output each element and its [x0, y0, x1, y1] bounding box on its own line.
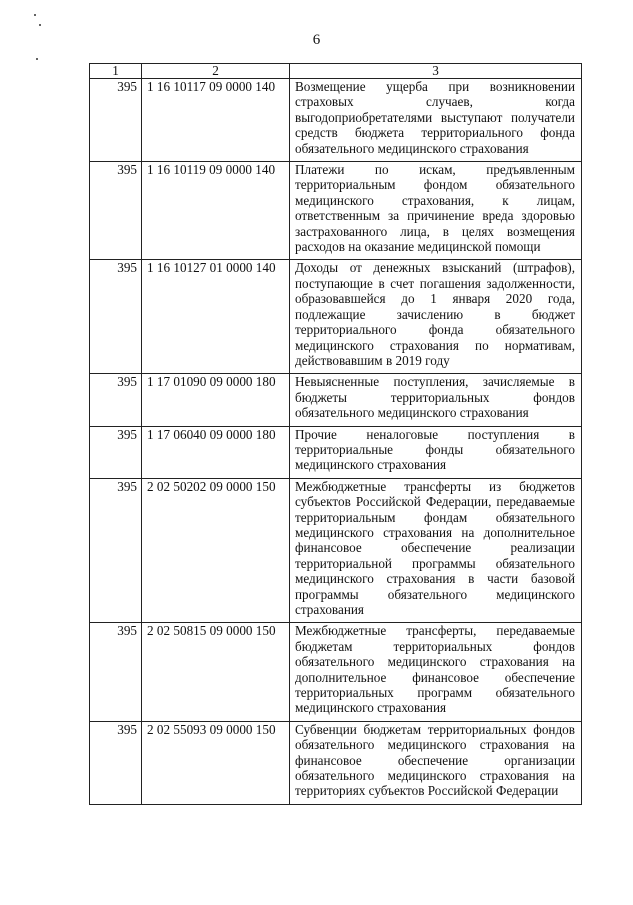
revenue-code-cell: 1 17 01090 09 0000 180 — [142, 374, 290, 426]
revenue-codes-table — [89, 63, 582, 805]
admin-code-cell: 395 — [90, 623, 142, 721]
table-row — [90, 260, 582, 374]
admin-code-cell: 395 — [90, 426, 142, 478]
table-header-row — [90, 64, 582, 79]
revenue-code-cell: 2 02 50815 09 0000 150 — [142, 623, 290, 721]
description-cell: Платежи по искам, предъявленным территориальным фондом обязательного медицинского страхования, к лицам, ответственным за причинение вреда здоровью застрахованного лица, в целях возмещения расходов на оказание медицинской помощи — [290, 162, 582, 260]
table-row — [90, 426, 582, 478]
description-cell: Межбюджетные трансферты из бюджетов субъектов Российской Федерации, передаваемые территориальным фондам обязательного медицинского страхования на дополнительное финансовое обеспечение реализации территориальной программы обязательного медицинского страхования в части базовой программы обязательного медицинского страхования — [290, 478, 582, 623]
revenue-code-cell: 1 17 06040 09 0000 180 — [142, 426, 290, 478]
column-header: 2 — [142, 64, 290, 79]
table-row — [90, 374, 582, 426]
page-number: 6 — [312, 32, 321, 48]
admin-code-cell: 395 — [90, 478, 142, 623]
column-header: 1 — [90, 64, 142, 79]
scan-speck — [34, 14, 36, 16]
description-cell: Возмещение ущерба при возникновении страховых случаев, когда выгодоприобретателями выступают получатели средств бюджета территориального фонда обязательного медицинского страхования — [290, 79, 582, 162]
revenue-code-cell: 1 16 10127 01 0000 140 — [142, 260, 290, 374]
description-cell: Субвенции бюджетам территориальных фондов обязательного медицинского страхования на финансовое обеспечение организации обязательного медицинского страхования на территориях субъектов Российской Федерации — [290, 721, 582, 804]
table-row — [90, 162, 582, 260]
table-row — [90, 79, 582, 162]
revenue-code-cell: 1 16 10117 09 0000 140 — [142, 79, 290, 162]
admin-code-cell: 395 — [90, 260, 142, 374]
admin-code-cell: 395 — [90, 79, 142, 162]
description-cell: Невыясненные поступления, зачисляемые в бюджеты территориальных фондов обязательного медицинского страхования — [290, 374, 582, 426]
admin-code-cell: 395 — [90, 374, 142, 426]
scan-speck — [36, 58, 38, 60]
table-row — [90, 721, 582, 804]
admin-code-cell: 395 — [90, 162, 142, 260]
scan-speck — [39, 24, 41, 26]
description-cell: Межбюджетные трансферты, передаваемые бюджетам территориальных фондов обязательного медицинского страхования на дополнительное финансовое обеспечение территориальных программ обязательного медицинского страхования — [290, 623, 582, 721]
description-cell: Прочие неналоговые поступления в территориальные фонды обязательного медицинского страхования — [290, 426, 582, 478]
description-cell: Доходы от денежных взысканий (штрафов), поступающие в счет погашения задолженности, образовавшейся до 1 января 2020 года, подлежащие зачислению в бюджет территориального фонда обязательного медицинского страхования по нормативам, действовавшим в 2019 году — [290, 260, 582, 374]
column-header: 3 — [290, 64, 582, 79]
table-row — [90, 478, 582, 623]
table-row — [90, 623, 582, 721]
revenue-code-cell: 2 02 50202 09 0000 150 — [142, 478, 290, 623]
revenue-code-cell: 1 16 10119 09 0000 140 — [142, 162, 290, 260]
revenue-code-cell: 2 02 55093 09 0000 150 — [142, 721, 290, 804]
admin-code-cell: 395 — [90, 721, 142, 804]
